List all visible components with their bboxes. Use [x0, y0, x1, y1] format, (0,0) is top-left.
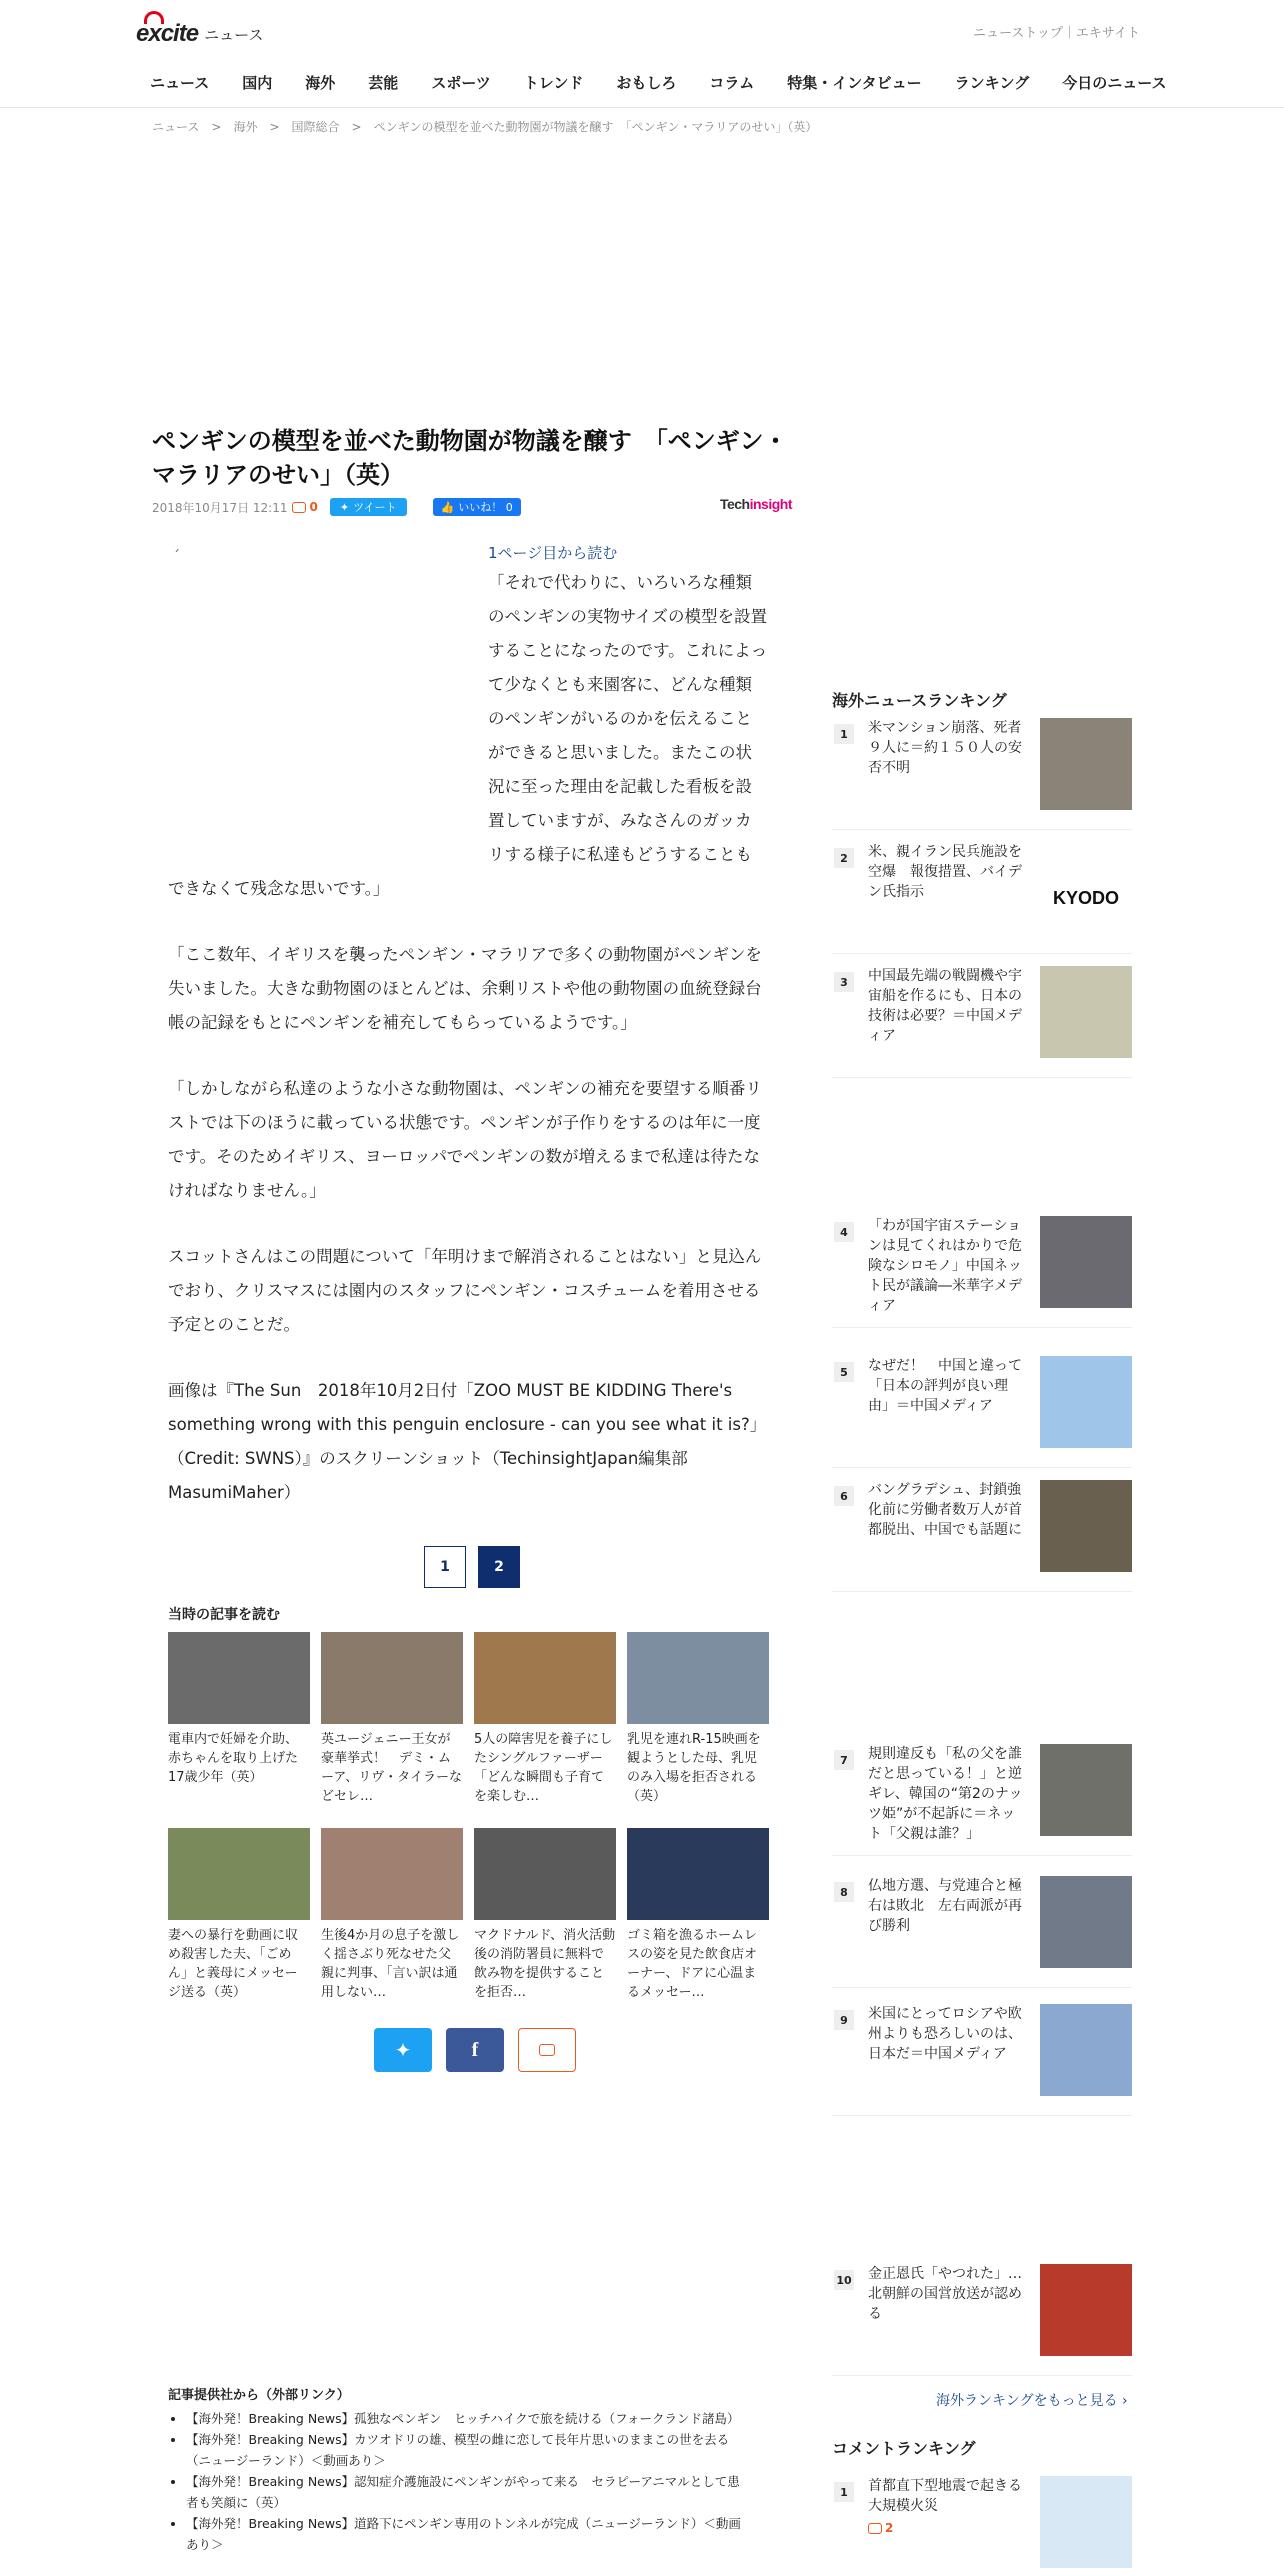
rank-title: 金正恩氏「やつれた」…北朝鮮の国営放送が認める — [868, 2266, 1022, 2322]
related-article[interactable] — [474, 1632, 616, 1812]
comment-bubble-icon — [539, 2044, 555, 2056]
rank-number: 6 — [834, 1486, 854, 1506]
article-paragraph: 「それで代わりに、いろいろな種類のペンギンの実物サイズの模型を設置することになったのです。これによって少なくとも来園客に、どんな種類のペンギンがいるのかを伝えることができると思いました。またこの状況に至った理由を記載した看板を設置していますが、みなさんのガッカリする様子に私達もどうすることもできなくて残念な思いです。」 — [168, 573, 768, 898]
article-meta — [152, 496, 792, 518]
related-article[interactable] — [321, 1632, 463, 1812]
article-body — [168, 540, 768, 1542]
article-paragraph: 「しかしながら私達のような小さな動物園は、ペンギンの補充を要望する順番リストでは下のほうに載っている状態です。ペンギンが子作りをするのは年に一度です。そのためイギリス、ヨーロッパでペンギンの数が増えるまで私達は待たなければなりません。」 — [168, 1079, 762, 1200]
rank-number: 1 — [834, 2482, 854, 2502]
nav-item[interactable]: 特集・インタビュー — [787, 74, 922, 92]
ranking-item[interactable] — [832, 1744, 1132, 1856]
rank-number: 3 — [834, 972, 854, 992]
pagination — [424, 1546, 520, 1588]
rank-title: 「わが国宇宙ステーションは見てくれはかりで危険なシロモノ」中国ネット民が議論―米華字メディア — [868, 1218, 1022, 1314]
ranking-more-label: 海外ランキングをもっと見る — [936, 2393, 1118, 2409]
ranking-item[interactable] — [832, 1480, 1132, 1592]
comment-count — [868, 2518, 1026, 2538]
rank-thumbnail — [1040, 1876, 1132, 1968]
rank-title: 中国最先端の戦闘機や宇宙船を作るにも、日本の技術は必要？＝中国メディア — [868, 968, 1022, 1044]
related-article[interactable] — [168, 1632, 310, 1812]
comment-button[interactable] — [518, 2028, 576, 2072]
nav-item[interactable]: スポーツ — [431, 74, 491, 92]
related-thumbnail — [627, 1828, 769, 1920]
twitter-bird-icon: ✦ — [339, 500, 350, 514]
ranking-item[interactable] — [832, 1216, 1132, 1328]
like-button[interactable] — [433, 498, 521, 516]
related-articles — [168, 1632, 780, 2008]
ranking-item[interactable] — [832, 966, 1132, 1078]
rank-number: 7 — [834, 1750, 854, 1770]
share-facebook-button[interactable] — [446, 2028, 504, 2072]
related-thumbnail — [474, 1632, 616, 1724]
rank-thumbnail — [1040, 2476, 1132, 2568]
sources-heading: 記事提供社から（外部リンク） — [168, 2388, 350, 2403]
related-thumbnail — [168, 1828, 310, 1920]
comment-count[interactable]: 0 — [309, 500, 318, 514]
article-title: ペンギンの模型を並べた動物園が物議を醸す 「ペンギン・マラリアのせい」（英） — [152, 427, 788, 489]
ranking-item[interactable] — [832, 1356, 1132, 1468]
rank-thumbnail — [1040, 1744, 1132, 1836]
source-link[interactable]: • 【海外発！Breaking News】道路下にペンギン専用のトンネルが完成（ニュージーランド）＜動画あり＞ — [186, 2513, 752, 2555]
nav-item[interactable]: トレンド — [523, 74, 584, 92]
comment-icon[interactable] — [292, 502, 306, 513]
related-title: 生後4か月の息子を激しく揺さぶり死なせた父親に判事、「言い訳は通用しない… — [321, 1928, 460, 2000]
rank-thumbnail — [1040, 718, 1132, 810]
related-thumbnail — [627, 1632, 769, 1724]
ranking-more-link[interactable] — [936, 2390, 1128, 2410]
site-header — [0, 0, 1284, 108]
related-thumbnail — [321, 1632, 463, 1724]
logo-section: ニュース — [204, 26, 264, 44]
nav-item[interactable]: 国内 — [242, 74, 273, 92]
tweet-label: ツイート — [353, 501, 397, 514]
comment-ranking-item[interactable] — [832, 2476, 1132, 2568]
source-link[interactable]: • 【海外発！Breaking News】認知症介護施設にペンギンがやって来る セラピーアニマルとして患者も笑顔に（英） — [186, 2471, 752, 2513]
article-photo-placeholder — [168, 540, 488, 870]
nav-item[interactable]: ランキング — [954, 74, 1030, 92]
share-buttons — [374, 2028, 576, 2072]
related-thumbnail — [168, 1632, 310, 1724]
ranking-item[interactable] — [832, 842, 1132, 954]
related-article[interactable] — [627, 1828, 769, 2008]
provider-logo-part-1: Tech — [719, 496, 750, 512]
header-links[interactable]: ニューストップ｜エキサイト — [972, 26, 1140, 41]
kyodo-logo: KYODO — [1052, 887, 1119, 908]
source-link[interactable]: • 【海外発！Breaking News】孤独なペンギン ヒッチハイクで旅を続ける（フォークランド諸島） — [186, 2408, 752, 2429]
nav-item[interactable]: コラム — [709, 74, 755, 92]
sources-list — [186, 2408, 752, 2555]
ranking-item[interactable] — [832, 1876, 1132, 1988]
related-title: 5人の障害児を養子にしたシングルファーザー「どんな瞬間も子育てを楽しむ… — [474, 1732, 613, 1804]
provider-logo-part-2: insight — [749, 496, 792, 512]
nav-item[interactable]: ニュース — [150, 74, 210, 92]
rank-title-text: 首都直下型地震で起きる大規模火災 — [868, 2478, 1022, 2514]
rank-title: 米国にとってロシアや欧州よりも恐ろしいのは、日本だ＝中国メディア — [868, 2006, 1022, 2062]
related-title: ゴミ箱を漁るホームレスの姿を見た飲食店オーナー、ドアに心温まるメッセー… — [627, 1928, 758, 2000]
rank-number: 5 — [834, 1362, 854, 1382]
related-title: 妻への暴行を動画に収め殺害した夫、「ごめん」と義母にメッセージ送る（英） — [168, 1928, 299, 2000]
comment-count-value: 2 — [885, 2521, 894, 2535]
global-nav — [150, 72, 1199, 93]
rank-thumbnail — [1040, 2264, 1132, 2356]
rank-thumbnail — [1040, 1216, 1132, 1308]
photo-mark: ´ — [173, 549, 180, 565]
rank-title: 仏地方選、与党連合と極右は敗北 左右両派が再び勝利 — [868, 1878, 1022, 1934]
rank-thumbnail — [1040, 966, 1132, 1058]
rank-number: 4 — [834, 1222, 854, 1242]
article-paragraph: 「ここ数年、イギリスを襲ったペンギン・マラリアで多くの動物園がペンギンを失いました。大きな動物園のほとんどは、余剰リストや他の動物園の血統登録台帳の記録をもとにペンギンを補充してもらっているようです。」 — [168, 945, 762, 1032]
rank-title: バングラデシュ、封鎖強化前に労働者数万人が首都脱出、中国でも話題に — [868, 1482, 1022, 1538]
nav-item[interactable]: 海外 — [305, 74, 336, 92]
related-article[interactable] — [168, 1828, 310, 2008]
rank-thumbnail — [1040, 842, 1132, 934]
related-title: 電車内で妊婦を介助、赤ちゃんを取り上げた17歳少年（英） — [168, 1732, 299, 1785]
related-title: 乳児を連れR-15映画を観ようとした母、乳児のみ入場を拒否される（英） — [627, 1732, 761, 1804]
chevron-right-icon: › — [1122, 2393, 1128, 2409]
rank-title: 規則違反も「私の父を誰だと思っている！」と逆ギレ、韓国の“第2のナッツ姫”が不起訴に＝ネット「父親は誰？」 — [868, 1746, 1023, 1842]
source-link[interactable]: • 【海外発！Breaking News】カツオドリの雄、模型の雌に恋して長年片思いのままこの世を去る（ニュージーランド）＜動画あり＞ — [186, 2429, 752, 2471]
rank-number: 10 — [834, 2270, 854, 2290]
ranking-item[interactable] — [832, 2264, 1132, 2376]
techinsight-logo[interactable] — [720, 496, 792, 512]
related-article[interactable] — [627, 1632, 769, 1812]
rank-number: 1 — [834, 724, 854, 744]
comment-ranking-heading: コメントランキング — [832, 2439, 976, 2458]
comment-icon — [868, 2523, 882, 2534]
article-paragraph: スコットさんはこの問題について「年明けまで解消されることはない」と見込んでおり、クリスマスには園内のスタッフにペンギン・コスチュームを着用させる予定とのことだ。 — [168, 1247, 762, 1334]
rank-title: 米マンション崩落、死者９人に＝約１５０人の安否不明 — [868, 720, 1022, 776]
tweet-button[interactable] — [330, 498, 407, 516]
facebook-f-icon: f — [471, 2038, 479, 2061]
related-thumbnail — [474, 1828, 616, 1920]
share-twitter-button[interactable] — [374, 2028, 432, 2072]
rank-title: 米、親イラン民兵施設を空爆 報復措置、バイデン氏指示 — [868, 844, 1022, 900]
read-from-page-1-link[interactable]: 1ページ目から読む — [488, 544, 618, 562]
page-1-button[interactable]: 1 — [424, 1546, 466, 1588]
thumbs-up-icon: 👍 — [440, 500, 455, 514]
twitter-bird-icon: ✦ — [394, 2038, 412, 2062]
rank-thumbnail — [1040, 1356, 1132, 1448]
rank-number: 8 — [834, 1882, 854, 1902]
rank-number: 2 — [834, 848, 854, 868]
rank-thumbnail — [1040, 2004, 1132, 2096]
nav-item[interactable]: 今日のニュース — [1062, 74, 1167, 92]
rank-number: 9 — [834, 2010, 854, 2030]
related-title: 英ユージェニー王女が豪華挙式！ デミ・ムーア、リヴ・タイラーなどセレ… — [321, 1732, 463, 1804]
breadcrumb[interactable]: ニュース > 海外 > 国際総合 > ペンギンの模型を並べた動物園が物議を醸す 「ペンギン・マラリアのせい」（英） — [152, 120, 818, 134]
rank-title — [868, 2476, 1026, 2538]
rank-thumbnail — [1040, 1480, 1132, 1572]
related-title: マクドナルド、消火活動後の消防署員に無料で飲み物を提供することを拒否… — [474, 1928, 616, 2000]
article-date: 2018年10月17日 12:11 — [152, 500, 288, 515]
nav-item[interactable]: 芸能 — [368, 74, 399, 92]
like-label: いいね！ 0 — [458, 501, 513, 514]
excite-news-logo[interactable] — [136, 14, 263, 48]
rank-title: なぜだ！ 中国と違って「日本の評判が良い理由」＝中国メディア — [868, 1358, 1022, 1414]
related-thumbnail — [321, 1828, 463, 1920]
page-2-button[interactable]: 2 — [478, 1546, 520, 1588]
related-heading: 当時の記事を読む — [168, 1607, 280, 1623]
ranking-item[interactable] — [832, 2004, 1132, 2116]
nav-item[interactable]: おもしろ — [616, 74, 677, 92]
related-article[interactable] — [321, 1828, 463, 2008]
ranking-item[interactable] — [832, 718, 1132, 830]
related-article[interactable] — [474, 1828, 616, 2008]
logo-brand: excite — [136, 20, 199, 47]
ranking-heading: 海外ニュースランキング — [832, 691, 1007, 710]
article-paragraph: 画像は『The Sun 2018年10月2日付「ZOO MUST BE KIDDING There's something wrong with this penguin enclosure - can you see what it is?」（Credit: SWNS）』のスクリーンショット（TechinsightJapan編集部 MasumiMaher） — [168, 1381, 767, 1502]
